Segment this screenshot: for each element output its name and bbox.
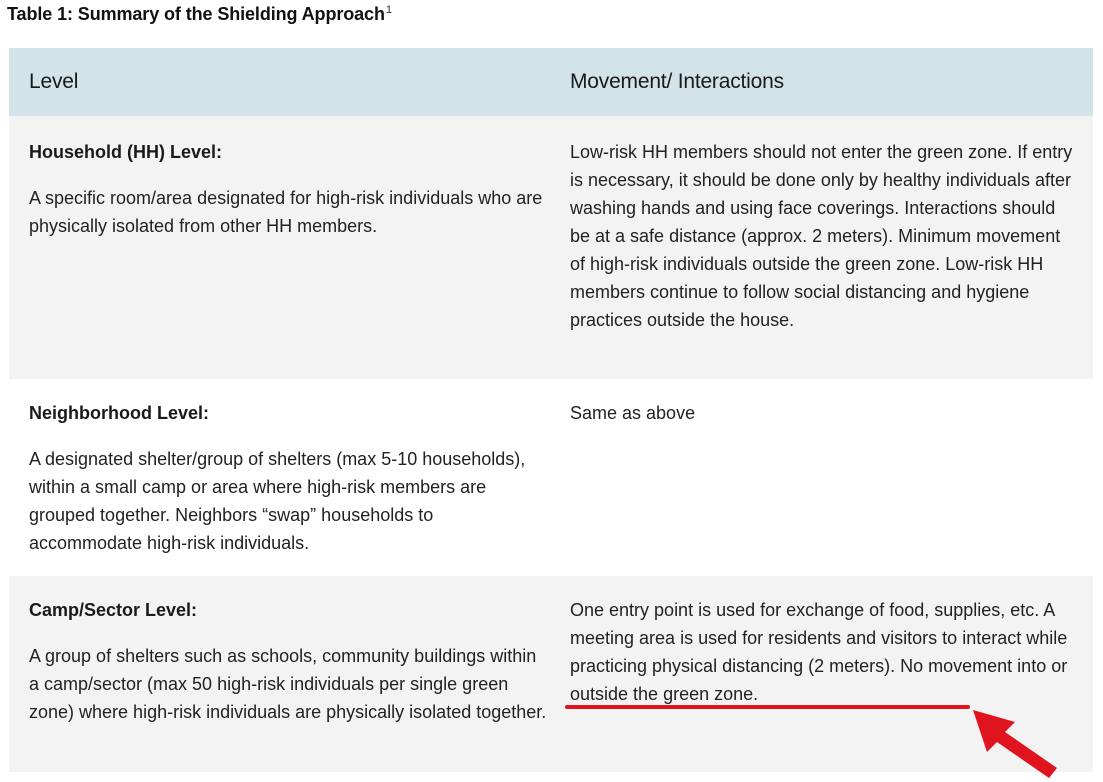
level-description: A group of shelters such as schools, community buildings within a camp/sector (max 50 high-risk individuals per single green zone) where high-risk individuals are physically isolated together.	[29, 646, 547, 722]
header-level: Level	[29, 70, 79, 93]
table-row	[9, 116, 1093, 379]
movement-cell: Low-risk HH members should not enter the green zone. If entry is necessary, it should be done only by healthy individuals after washing hands and using face coverings. Interactions should be at a safe distance (approx. 2 meters). Minimum movement of high-risk individuals outside the green zone. Low-risk HH members continue to follow social distancing and hygiene practices outside the house.	[570, 142, 1073, 330]
level-cell	[9, 596, 550, 772]
level-cell	[9, 138, 550, 379]
header-movement: Movement/ Interactions	[570, 70, 784, 93]
movement-cell: Same as above	[570, 403, 696, 423]
level-cell	[9, 399, 550, 576]
table-caption	[7, 4, 392, 25]
shielding-table	[9, 48, 1093, 772]
table-header-row	[9, 48, 1093, 116]
level-title: Household (HH) Level:	[29, 142, 223, 162]
footnote-marker[interactable]: 1	[385, 4, 392, 16]
red-underline-annotation	[565, 705, 970, 709]
red-arrow-icon	[965, 700, 1065, 780]
table-row	[9, 379, 1093, 576]
movement-cell: One entry point is used for exchange of food, supplies, etc. A meeting area is used for residents and visitors to interact while practicing physical distancing (2 meters). No movement into or outside the green zone.	[570, 600, 1068, 704]
table-caption-text: Table 1: Summary of the Shielding Approach	[7, 4, 385, 24]
level-description: A specific room/area designated for high-risk individuals who are physically isolated from other HH members.	[29, 188, 543, 236]
level-title: Camp/Sector Level:	[29, 600, 198, 620]
table-row	[9, 576, 1093, 772]
level-title: Neighborhood Level:	[29, 403, 209, 423]
level-description: A designated shelter/group of shelters (max 5-10 households), within a small camp or area where high-risk members are grouped together. Neighbors “swap” households to accommodate high-risk individuals.	[29, 449, 526, 553]
